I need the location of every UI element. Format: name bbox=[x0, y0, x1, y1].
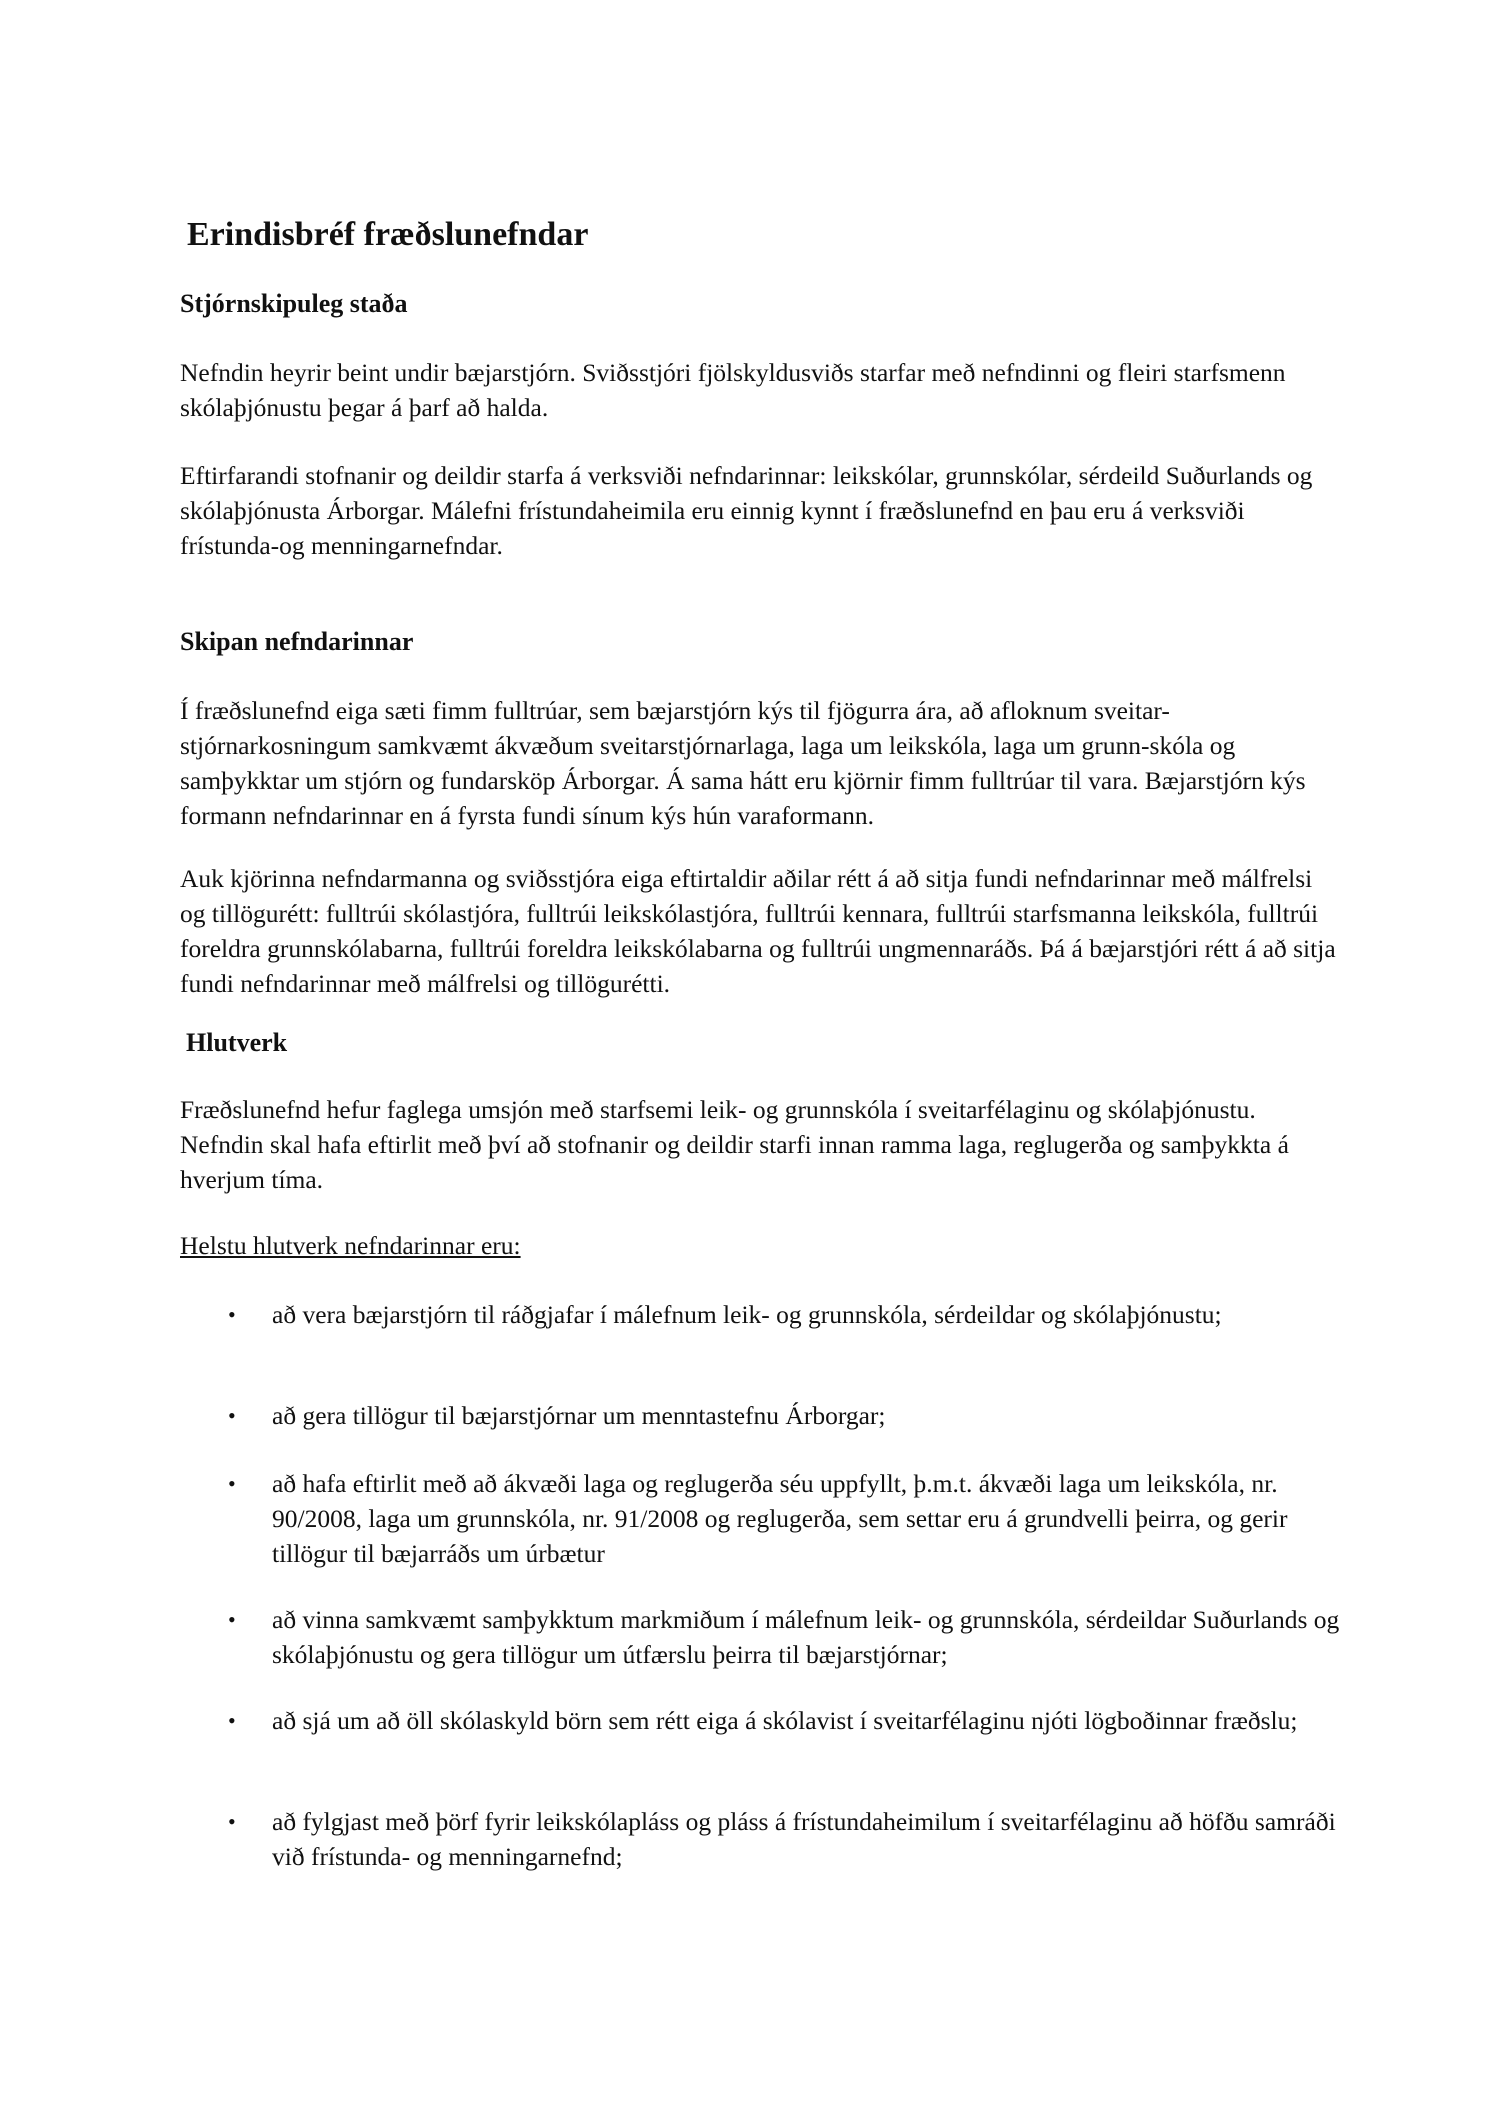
bullet-icon: • bbox=[228, 1809, 236, 1834]
list-item-text: að fylgjast með þörf fyrir leikskólapláss og pláss á frístundaheimilum í sveitarfélaginu að höfðu samráði við frístunda- og menningarnefnd; bbox=[272, 1807, 1336, 1871]
paragraph-hlutverk-1: Fræðslunefnd hefur faglega umsjón með starfsemi leik- og grunnskóla í sveitarfélaginu og skólaþjónustu. Nefndin skal hafa eftirlit með því að stofnanir og deildir starfi innan ramma laga, reglugerða og samþykkta á hverjum tíma. bbox=[180, 1095, 1289, 1194]
list-item-text: að sjá um að öll skólaskyld börn sem rétt eiga á skólavist í sveitarfélaginu njóti lögboðinnar fræðslu; bbox=[272, 1706, 1298, 1735]
document-title: Erindisbréf fræðslunefndar bbox=[187, 216, 589, 253]
paragraph-stjornskipuleg-1: Nefndin heyrir beint undir bæjarstjórn. Sviðsstjóri fjölskyldusviðs starfar með nefndinni og fleiri starfsmenn skólaþjónustu þegar á þarf að halda. bbox=[180, 358, 1286, 422]
bullet-icon: • bbox=[228, 1708, 236, 1733]
section-heading-skipan: Skipan nefndarinnar bbox=[180, 627, 414, 656]
paragraph-stjornskipuleg-2: Eftirfarandi stofnanir og deildir starfa á verksviði nefndarinnar: leikskólar, grunnskólar, sérdeild Suðurlands og skólaþjónusta Árborgar. Málefni frístundaheimila eru einnig kynnt í fræðslunefnd en þau eru á verksviði frístunda-og menningarnefndar. bbox=[180, 461, 1313, 560]
list-item-text: að vera bæjarstjórn til ráðgjafar í málefnum leik- og grunnskóla, sérdeildar og skólaþjónustu; bbox=[272, 1300, 1222, 1329]
paragraph-skipan-1: Í fræðslunefnd eiga sæti fimm fulltrúar, sem bæjarstjórn kýs til fjögurra ára, að afloknum sveitar-stjórnarkosningum samkvæmt ákvæðum sveitarstjórnarlaga, laga um leikskóla, laga um grunn-skóla og samþykktar um stjórn og fundarsköp Árborgar. Á sama hátt eru kjörnir fimm fulltrúar til vara. Bæjarstjórn kýs formann nefndarinnar en á fyrsta fundi sínum kýs hún varaformann. bbox=[180, 696, 1306, 830]
list-item-text: að gera tillögur til bæjarstjórnar um menntastefnu Árborgar; bbox=[272, 1401, 886, 1430]
list-item-text: að hafa eftirlit með að ákvæði laga og reglugerða séu uppfyllt, þ.m.t. ákvæði laga um leikskóla, nr. 90/2008, laga um grunnskóla, nr. 91/2008 og reglugerða, sem settar eru á grundvelli þeirra, og gerir tillögur til bæjarráðs um úrbætur bbox=[272, 1469, 1288, 1568]
list-intro: Helstu hlutverk nefndarinnar eru: bbox=[180, 1231, 521, 1260]
bullet-icon: • bbox=[228, 1607, 236, 1632]
section-heading-stjornskipuleg: Stjórnskipuleg staða bbox=[180, 289, 408, 318]
bullet-icon: • bbox=[228, 1471, 236, 1496]
section-heading-hlutverk: Hlutverk bbox=[186, 1028, 288, 1057]
paragraph-skipan-2: Auk kjörinna nefndarmanna og sviðsstjóra eiga eftirtaldir aðilar rétt á að sitja fundi nefndarinnar með málfrelsi og tillögurétt: fulltrúi skólastjóra, fulltrúi leikskólastjóra, fulltrúi kennara, fulltrúi starfsmanna leikskóla, fulltrúi foreldra grunnskólabarna, fulltrúi foreldra leikskólabarna og fulltrúi ungmennaráðs. Þá á bæjarstjóri rétt á að sitja fundi nefndarinnar með málfrelsi og tillögurétti. bbox=[180, 864, 1336, 998]
list-item-text: að vinna samkvæmt samþykktum markmiðum í málefnum leik- og grunnskóla, sérdeildar Suðurlands og skólaþjónustu og gera tillögur um útfærslu þeirra til bæjarstjórnar; bbox=[272, 1605, 1340, 1669]
bullet-icon: • bbox=[228, 1302, 236, 1327]
bullet-icon: • bbox=[228, 1403, 236, 1428]
